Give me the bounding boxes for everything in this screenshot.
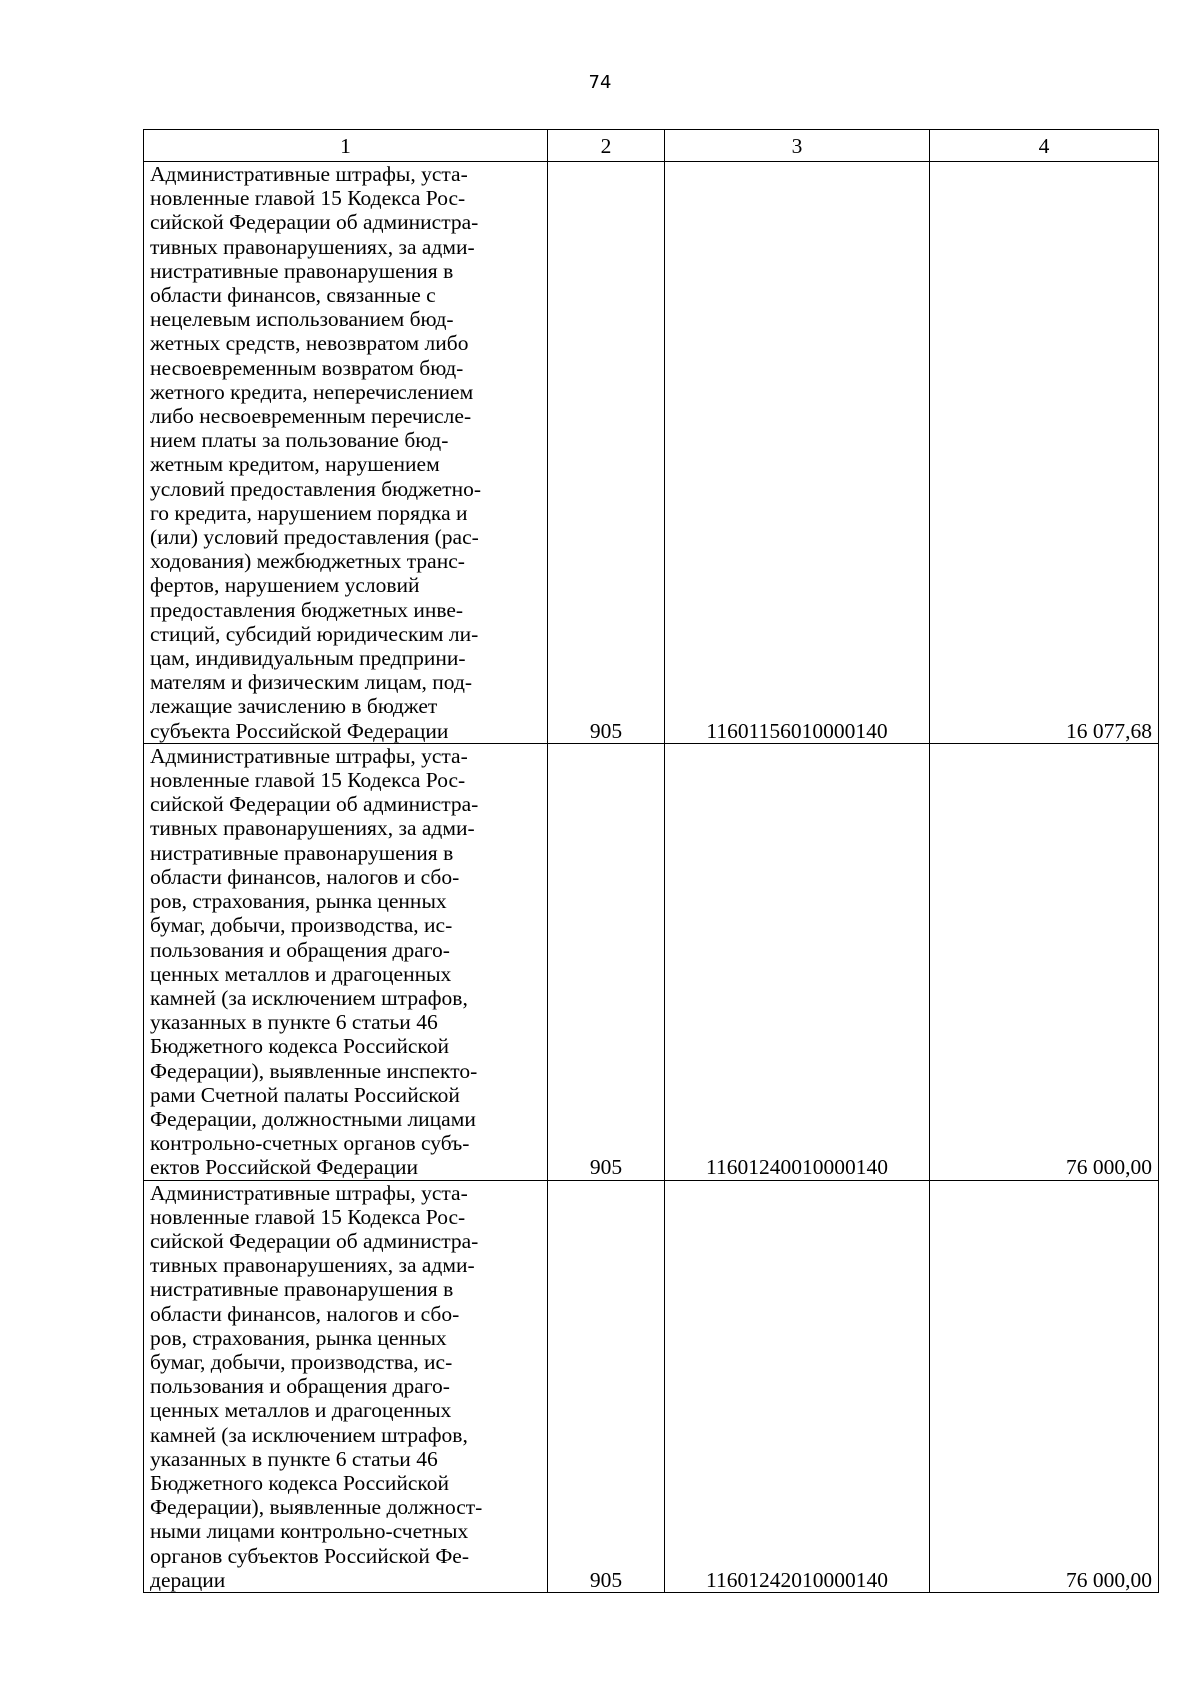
description-line: камней (за исключением штрафов, — [150, 1422, 468, 1447]
description-line: лежащие зачислению в бюджет — [150, 694, 438, 719]
description-line: Бюджетного кодекса Российской — [150, 1034, 449, 1059]
description-line: рами Счетной палаты Российской — [150, 1082, 460, 1107]
row-budget-code: 11601240010000140 — [665, 743, 930, 1180]
description-line: пользования и обращения драго- — [150, 937, 450, 962]
table-row — [144, 1180, 1159, 1592]
description-line: Федерации, должностными лицами — [150, 1106, 476, 1131]
description-line: контрольно-счетных органов субъ- — [150, 1131, 470, 1156]
table-row — [144, 162, 1159, 744]
description-line: сийской Федерации об администра- — [150, 792, 479, 817]
description-line: тивных правонарушениях, за адми- — [150, 816, 475, 841]
row-amount: 16 077,68 — [930, 162, 1159, 744]
description-line: Административные штрафы, уста- — [150, 743, 468, 768]
description-line: ров, страхования, рынка ценных — [150, 889, 447, 914]
page-number: 74 — [588, 72, 612, 93]
description-line: нистративные правонарушения в — [150, 258, 454, 283]
row-admin-code: 905 — [548, 1180, 665, 1592]
description-line: мателям и физическим лицам, под- — [150, 670, 473, 695]
description-line: ектов Российской Федерации — [150, 1155, 418, 1180]
description-line: камней (за исключением штрафов, — [150, 985, 468, 1010]
description-line: новленные главой 15 Кодекса Рос- — [150, 1204, 466, 1229]
description-line: пользования и обращения драго- — [150, 1374, 450, 1399]
description-line: области финансов, связанные с — [150, 283, 436, 308]
table-row — [144, 743, 1159, 1180]
column-header-2: 2 — [548, 130, 665, 162]
description-line: либо несвоевременным перечисле- — [150, 404, 472, 429]
description-line: жетных средств, невозвратом либо — [150, 331, 469, 356]
description-line: нецелевым использованием бюд- — [150, 307, 454, 332]
description-line: области финансов, налогов и сбо- — [150, 1301, 460, 1326]
description-line: стиций, субсидий юридическим ли- — [150, 621, 479, 646]
description-line: Административные штрафы, уста- — [150, 1180, 468, 1205]
description-line: нием платы за пользование бюд- — [150, 428, 449, 453]
row-budget-code: 11601242010000140 — [665, 1180, 930, 1592]
description-line: области финансов, налогов и сбо- — [150, 864, 460, 889]
description-line: (или) условий предоставления (рас- — [150, 525, 479, 550]
description-line: сийской Федерации об администра- — [150, 210, 479, 235]
description-line: новленные главой 15 Кодекса Рос- — [150, 186, 466, 211]
row-amount: 76 000,00 — [930, 1180, 1159, 1592]
table-body — [144, 162, 1159, 1593]
description-line: ценных металлов и драгоценных — [150, 1398, 452, 1423]
row-description — [144, 743, 548, 1180]
row-description — [144, 162, 548, 744]
column-header-3: 3 — [665, 130, 930, 162]
row-description — [144, 1180, 548, 1592]
row-amount: 76 000,00 — [930, 743, 1159, 1180]
description-line: Федерации), выявленные должност- — [150, 1495, 483, 1520]
row-budget-code: 11601156010000140 — [665, 162, 930, 744]
column-header-4: 4 — [930, 130, 1159, 162]
description-line: бумаг, добычи, производства, ис- — [150, 913, 453, 938]
description-line: ров, страхования, рынка ценных — [150, 1325, 447, 1350]
description-line: нистративные правонарушения в — [150, 1277, 454, 1302]
description-line: сийской Федерации об администра- — [150, 1228, 479, 1253]
description-line: новленные главой 15 Кодекса Рос- — [150, 768, 466, 793]
description-line: ценных металлов и драгоценных — [150, 961, 452, 986]
budget-table — [143, 129, 1159, 1593]
description-line: го кредита, нарушением порядка и — [150, 500, 468, 525]
column-header-1: 1 — [144, 130, 548, 162]
description-line: субъекта Российской Федерации — [150, 718, 449, 743]
description-line: Административные штрафы, уста- — [150, 162, 468, 186]
description-line: тивных правонарушениях, за адми- — [150, 1253, 475, 1278]
description-line: условий предоставления бюджетно- — [150, 476, 481, 501]
header-row — [144, 130, 1159, 162]
description-line: указанных в пункте 6 статьи 46 — [150, 1010, 438, 1035]
description-line: Федерации), выявленные инспекто- — [150, 1058, 478, 1083]
description-line: ходования) межбюджетных транс- — [150, 549, 465, 574]
description-line: нистративные правонарушения в — [150, 840, 454, 865]
description-line: цам, индивидуальным предприни- — [150, 646, 466, 671]
description-line: жетным кредитом, нарушением — [150, 452, 440, 477]
description-line: тивных правонарушениях, за адми- — [150, 234, 475, 259]
description-line: дерации — [150, 1567, 226, 1592]
description-line: органов субъектов Российской Фе- — [150, 1543, 470, 1568]
description-line: фертов, нарушением условий — [150, 573, 420, 598]
description-line: ными лицами контрольно-счетных — [150, 1519, 469, 1544]
description-line: бумаг, добычи, производства, ис- — [150, 1349, 453, 1374]
description-line: Бюджетного кодекса Российской — [150, 1470, 449, 1495]
row-admin-code: 905 — [548, 162, 665, 744]
description-line: предоставления бюджетных инве- — [150, 597, 464, 622]
row-admin-code: 905 — [548, 743, 665, 1180]
description-line: жетного кредита, неперечислением — [150, 379, 474, 404]
description-line: несвоевременным возвратом бюд- — [150, 355, 464, 380]
description-line: указанных в пункте 6 статьи 46 — [150, 1446, 438, 1471]
